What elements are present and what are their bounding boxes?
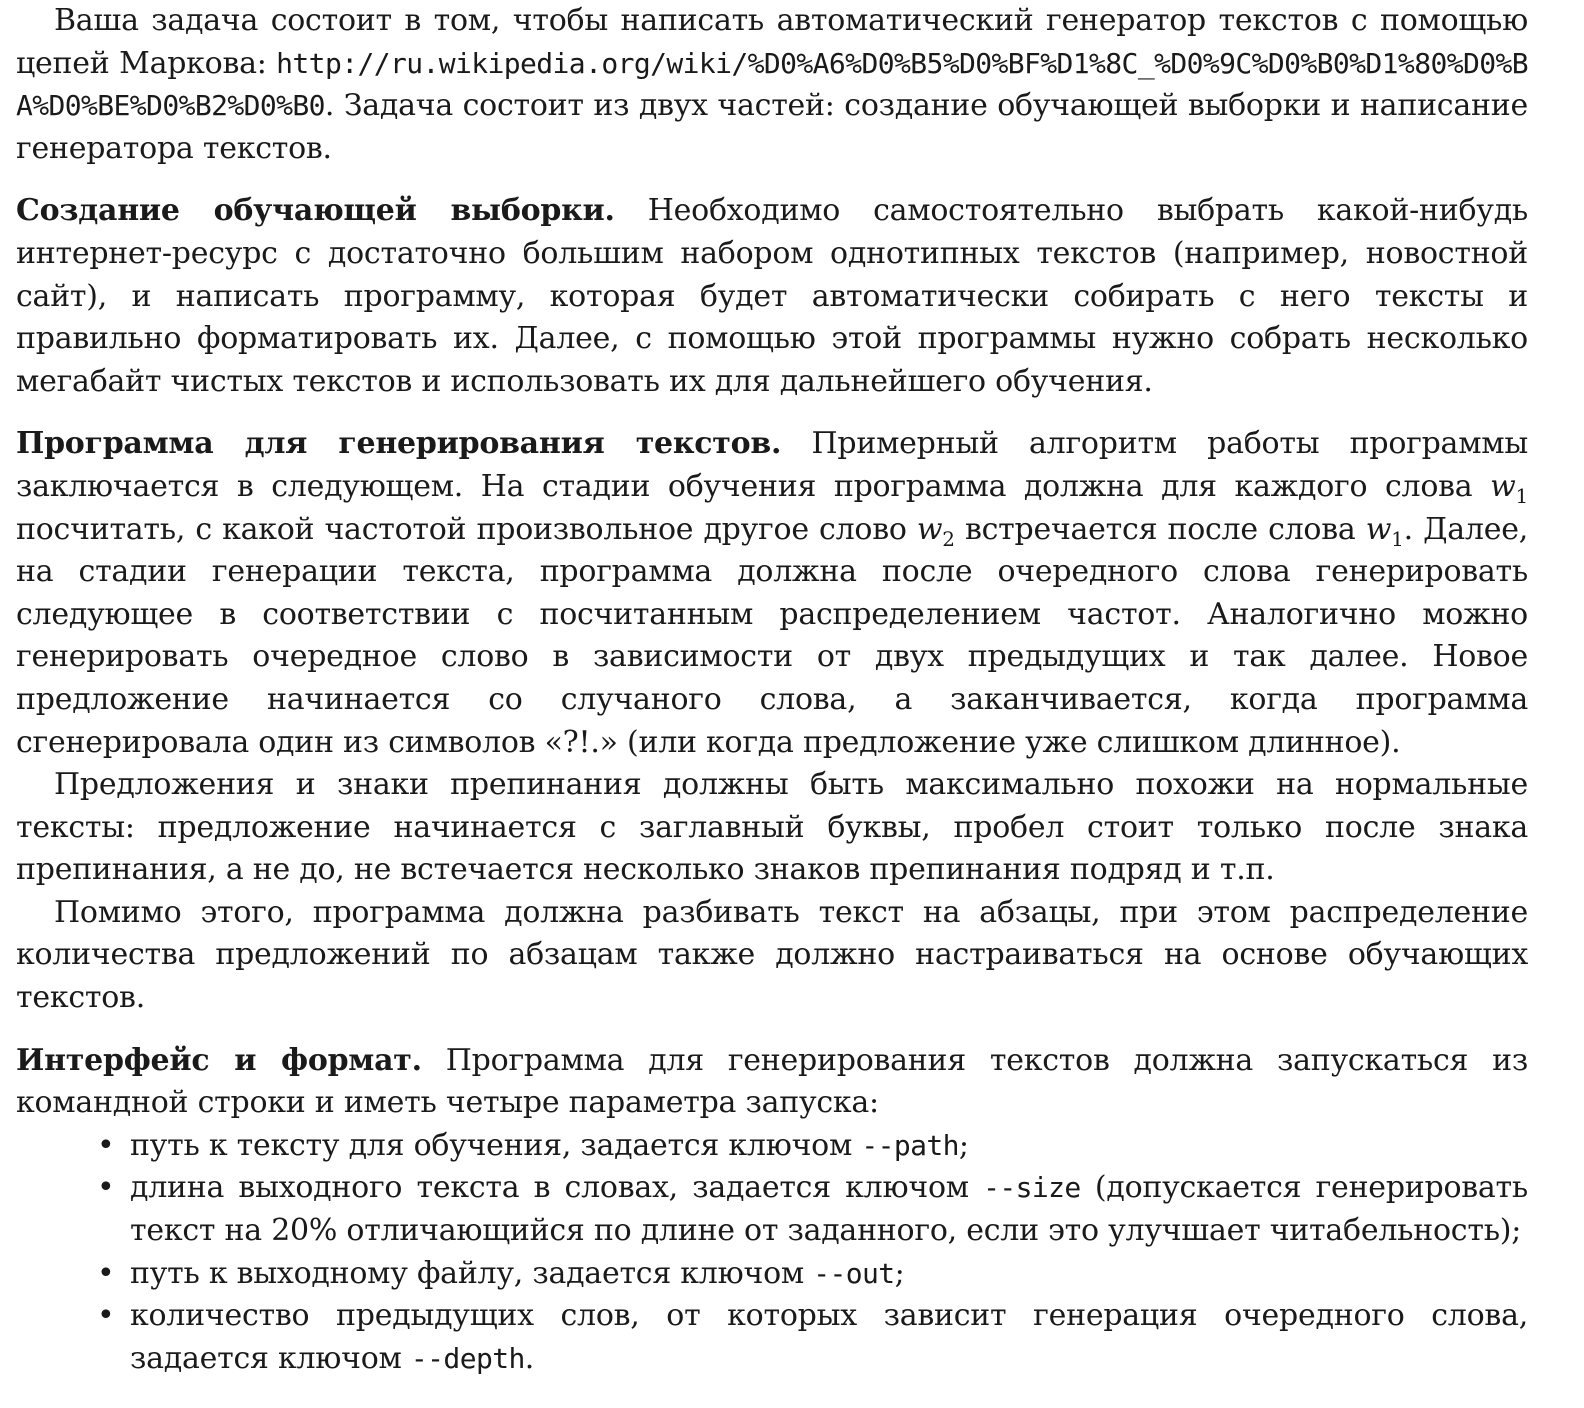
generator-body-part-3: встречается после слова <box>954 511 1366 547</box>
training-section-paragraph <box>16 190 1528 403</box>
list-item-text: длина выходного текста в словах, задается ключом <box>130 1170 984 1206</box>
list-item-text-after: (допускается генерировать текст на 20% отличающийся по длине от заданного, если это улучшает читабельность); <box>130 1170 1528 1249</box>
intro-text-before-url: Ваша задача состоит в том, чтобы написать автоматический генератор текстов с помощью цепей Маркова: <box>16 3 1528 81</box>
generator-body-part-4: . Далее, на стадии генерации текста, программа должна после очередного слова генерировать следующее в соответствии с посчитанным распределением частот. Аналогично можно генерировать очередное слово в зависимости от двух предыдущих и так далее. Новое предложение начинается со случаного слова, а заканчивается, когда программа сгенерировала один из символов «?!.» (или когда предложение уже слишком длинное). <box>16 511 1528 760</box>
interface-section-body: Программа для генерирования текстов должна запускаться из командной строки и иметь четыре параметра запуска: <box>16 1042 1528 1121</box>
bullet-icon: • <box>97 1170 115 1206</box>
bullet-icon: • <box>97 1298 115 1334</box>
math-w1-repeat-letter: w <box>1365 511 1392 547</box>
math-w1 <box>1490 468 1528 508</box>
interface-section-heading: Интерфейс и формат. <box>16 1042 422 1078</box>
math-w1-letter: w <box>1490 468 1516 504</box>
list-item-text-after: . <box>524 1340 535 1376</box>
math-w2-letter: w <box>916 511 943 547</box>
bullet-icon: • <box>97 1255 115 1291</box>
list-item-path <box>97 1125 1528 1168</box>
key-out: --out <box>813 1256 895 1290</box>
math-w2-subscript: 2 <box>942 526 955 551</box>
generator-body-part-1: Примерный алгоритм работы программы заключается в следующем. На стадии обучения программа должна для каждого слова <box>16 426 1528 504</box>
list-item-text-after: ; <box>894 1255 905 1291</box>
list-item-depth <box>97 1295 1528 1380</box>
key-path: --path <box>861 1128 959 1162</box>
list-item-text: количество предыдущих слов, от которых зависит генерация очередного слова, задается ключом <box>130 1298 1528 1376</box>
intro-paragraph <box>16 0 1528 170</box>
generator-body-part-2: посчитать, с какой частотой произвольное другое слово <box>16 511 917 547</box>
parameters-list <box>16 1125 1528 1381</box>
math-w2 <box>916 511 955 551</box>
list-item-text-after: ; <box>958 1127 969 1163</box>
paragraphs-paragraph: Помимо этого, программа должна разбивать текст на абзацы, при этом распределение количества предложений по абзацам также должно настраиваться на основе обучающих текстов. <box>16 894 1528 1016</box>
training-section-heading: Создание обучающей выборки. <box>16 193 615 229</box>
generator-section-heading: Программа для генерирования текстов. <box>16 426 782 462</box>
interface-section-paragraph <box>16 1040 1528 1125</box>
document-page <box>16 0 1528 1380</box>
key-depth: --depth <box>410 1341 525 1375</box>
generator-section-paragraph <box>16 423 1528 764</box>
math-w1-repeat <box>1365 511 1404 551</box>
key-size: --size <box>983 1171 1081 1205</box>
math-w1-subscript: 1 <box>1515 483 1528 508</box>
punctuation-paragraph: Предложения и знаки препинания должны быть максимально похожи на нормальные тексты: предложение начинается с заглавный буквы, пробел стоит только после знака препинания, а не до, не встечается несколько знаков препинания подряд и т.п. <box>16 767 1528 888</box>
list-item-text: путь к тексту для обучения, задается ключом <box>130 1127 862 1163</box>
math-w1-repeat-subscript: 1 <box>1391 526 1404 551</box>
bullet-icon: • <box>97 1127 115 1163</box>
list-item-text: путь к выходному файлу, задается ключом <box>130 1255 814 1291</box>
training-section-body: Необходимо самостоятельно выбрать какой-нибудь интернет-ресурс с достаточно большим набором однотипных текстов (например, новостной сайт), и написать программу, которая будет автоматически собирать с него тексты и правильно форматировать их. Далее, с помощью этой программы нужно собрать несколько мегабайт чистых текстов и использовать их для дальнейшего обучения. <box>16 193 1529 399</box>
list-item-out <box>97 1253 1528 1296</box>
intro-text-after-url: . Задача состоит из двух частей: создание обучающей выборки и написание генератора текстов. <box>16 88 1528 166</box>
wikipedia-link[interactable]: http://ru.wikipedia.org/wiki/%D0%A6%D0%B5%D0%BF%D1%8C_%D0%9C%D0%B0%D1%80%D0%BA%D0%BE%D0%B2%D0%B0 <box>16 46 1528 123</box>
list-item-size <box>97 1167 1528 1252</box>
